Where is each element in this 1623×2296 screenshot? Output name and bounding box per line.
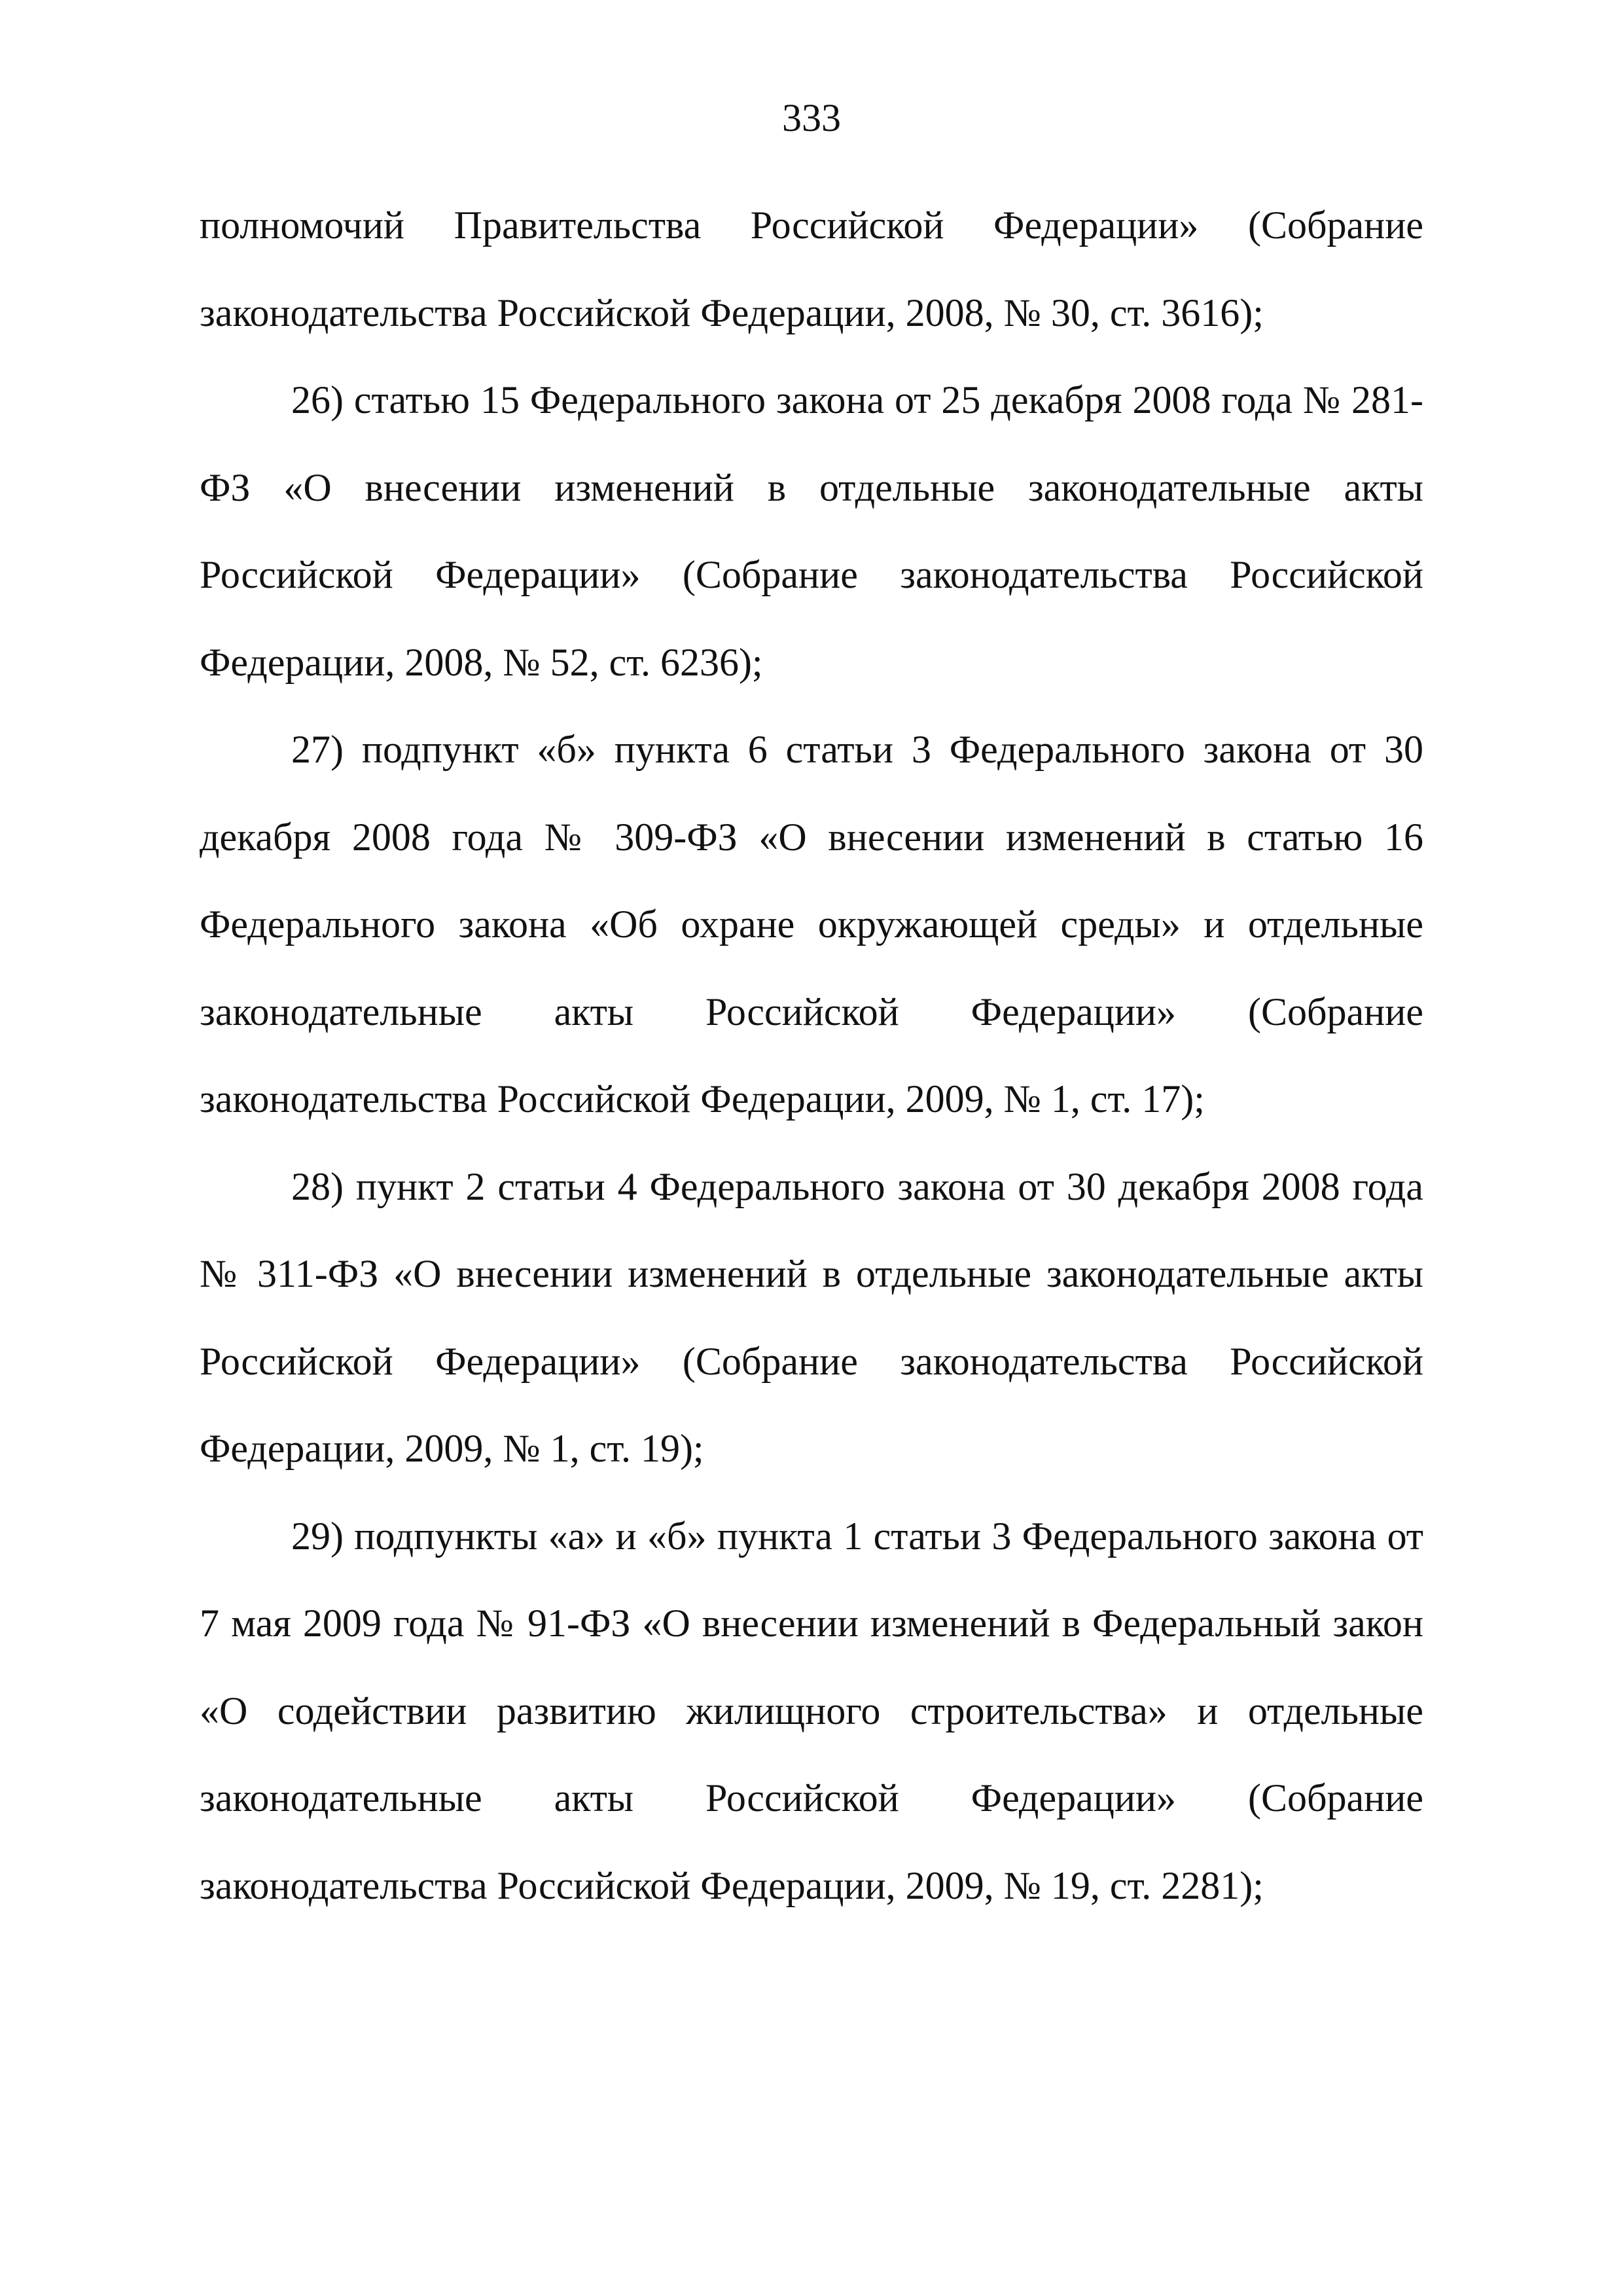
paragraph-item-29: 29) подпункты «а» и «б» пункта 1 статьи 3 Федерального закона от 7 мая 2009 года № 91-ФЗ «О внесении изменений в Федеральный закон «О содействии развитию жилищного строительства» и отдельные законодательные акты Российской Федерации» (Собрание законодательства Российской Федерации, 2009, № 19, ст. 2281);	[200, 1514, 1423, 1907]
paragraph-item-27: 27) подпункт «б» пункта 6 статьи 3 Федерального закона от 30 декабря 2008 года № 309-ФЗ «О внесении изменений в статью 16 Федерального закона «Об охране окружающей среды» и отдельные законодательные акты Российской Федерации» (Собрание законодательства Российской Федерации, 2009, № 1, ст. 17);	[200, 728, 1423, 1121]
paragraph-item-28: 28) пункт 2 статьи 4 Федерального закона от 30 декабря 2008 года № 311-ФЗ «О внесении изменений в отдельные законодательные акты Российской Федерации» (Собрание законодательства Российской Федерации, 2009, № 1, ст. 19);	[200, 1164, 1423, 1470]
page-number: 333	[782, 96, 841, 139]
paragraph-item-26: 26) статью 15 Федерального закона от 25 декабря 2008 года № 281-ФЗ «О внесении изменений в отдельные законодательные акты Российской Федерации» (Собрание законодательства Российской Федерации, 2008, № 52, ст. 6236);	[200, 378, 1423, 684]
paragraph-continuation: полномочий Правительства Российской Федерации» (Собрание законодательства Российской Федерации, 2008, № 30, ст. 3616);	[200, 204, 1423, 334]
document-body	[200, 182, 1423, 1929]
